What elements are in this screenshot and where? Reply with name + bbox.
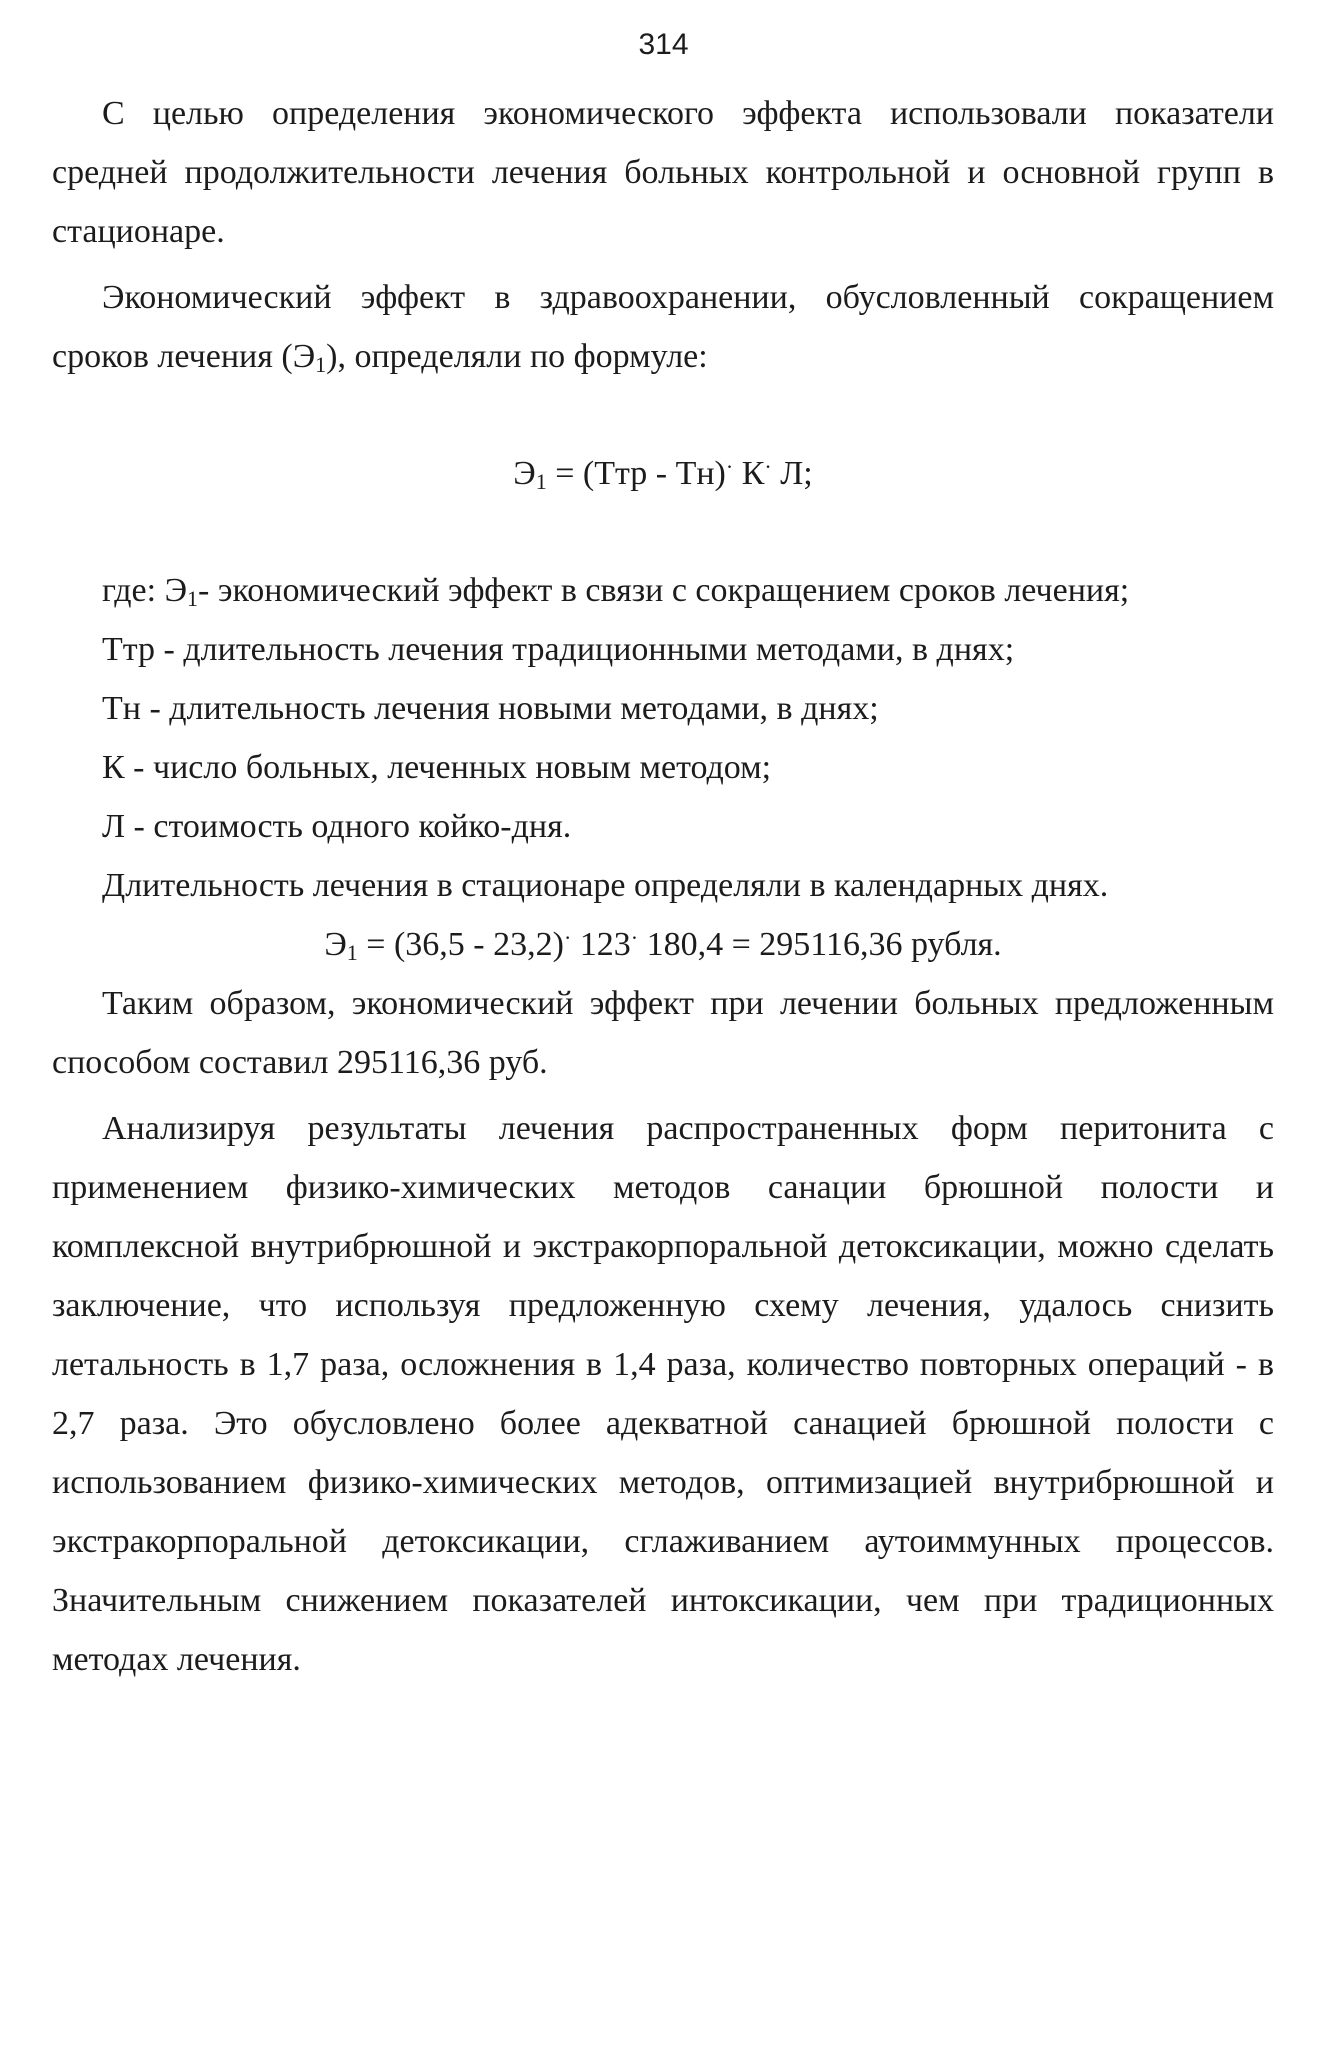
text-span: - экономический эффект в связи с сокращением сроков лечения; (198, 572, 1130, 609)
formula-symbol: Э (324, 926, 347, 963)
multiply-dot: · (563, 925, 572, 950)
text-span: Экономический эффект в здравоохранении, обусловленный сокращением сроков лечения (Э (52, 279, 1274, 375)
definition-tn: Тн - длительность лечения новыми методами, в днях; (102, 690, 879, 727)
text-span: ), определяли по формуле: (326, 338, 708, 375)
multiply-dot: · (764, 454, 772, 479)
paragraph-formula-intro (52, 268, 1274, 386)
formula-part: 123 (571, 926, 631, 963)
formula-symbol: Э (513, 455, 536, 492)
text-span: где: Э (102, 572, 188, 609)
paragraph-result: Таким образом, экономический эффект при лечении больных предложенным способом составил 295116,36 руб. (52, 985, 1274, 1081)
paragraph-intro: С целью определения экономического эффекта использовали показатели средней продолжительности лечения больных контрольной и основной групп в стационаре. (52, 95, 1274, 250)
formula-part: К (733, 455, 765, 492)
multiply-dot: · (725, 454, 734, 479)
formula-part: Л; (771, 455, 813, 492)
definition-l: Л - стоимость одного койко-дня. (102, 808, 572, 845)
definition-ttr: Ттр - длительность лечения традиционными методами, в днях; (102, 631, 1015, 668)
subscript: 1 (535, 469, 547, 494)
paragraph-conclusion: Анализируя результаты лечения распространенных форм перитонита с применением физико-химических методов санации брюшной полости и комплексной внутрибрюшной и экстракорпоральной детоксикации, можно сделать заключение, что используя предложенную схему лечения, удалось снизить летальность в 1,7 раза, осложнения в 1,4 раза, количество повторных операций - в 2,7 раза. Это обусловлено более адекватной санацией брюшной полости с использованием физико-химических методов, оптимизацией внутрибрюшной и экстракорпоральной детоксикации, сглаживанием аутоиммунных процессов. Значительным снижением показателей интоксикации, чем при традиционных методах лечения. (52, 1110, 1274, 1678)
subscript: 1 (315, 352, 327, 377)
formula-general (52, 444, 1274, 503)
page-number: 314 (638, 28, 689, 61)
subscript: 1 (187, 586, 199, 611)
multiply-dot: · (630, 925, 639, 950)
subscript: 1 (346, 940, 358, 965)
formula-calculation (52, 915, 1274, 974)
definition-e1 (52, 561, 1274, 620)
definition-k: К - число больных, леченных новым методом; (102, 749, 772, 786)
formula-part: = (Ттр - Тн) (546, 455, 726, 492)
formula-part: = (36,5 - 23,2) (357, 926, 564, 963)
paragraph-duration: Длительность лечения в стационаре определяли в календарных днях. (102, 867, 1109, 904)
document-body (52, 84, 1274, 1689)
formula-part: 180,4 = 295116,36 рубля. (638, 926, 1002, 963)
